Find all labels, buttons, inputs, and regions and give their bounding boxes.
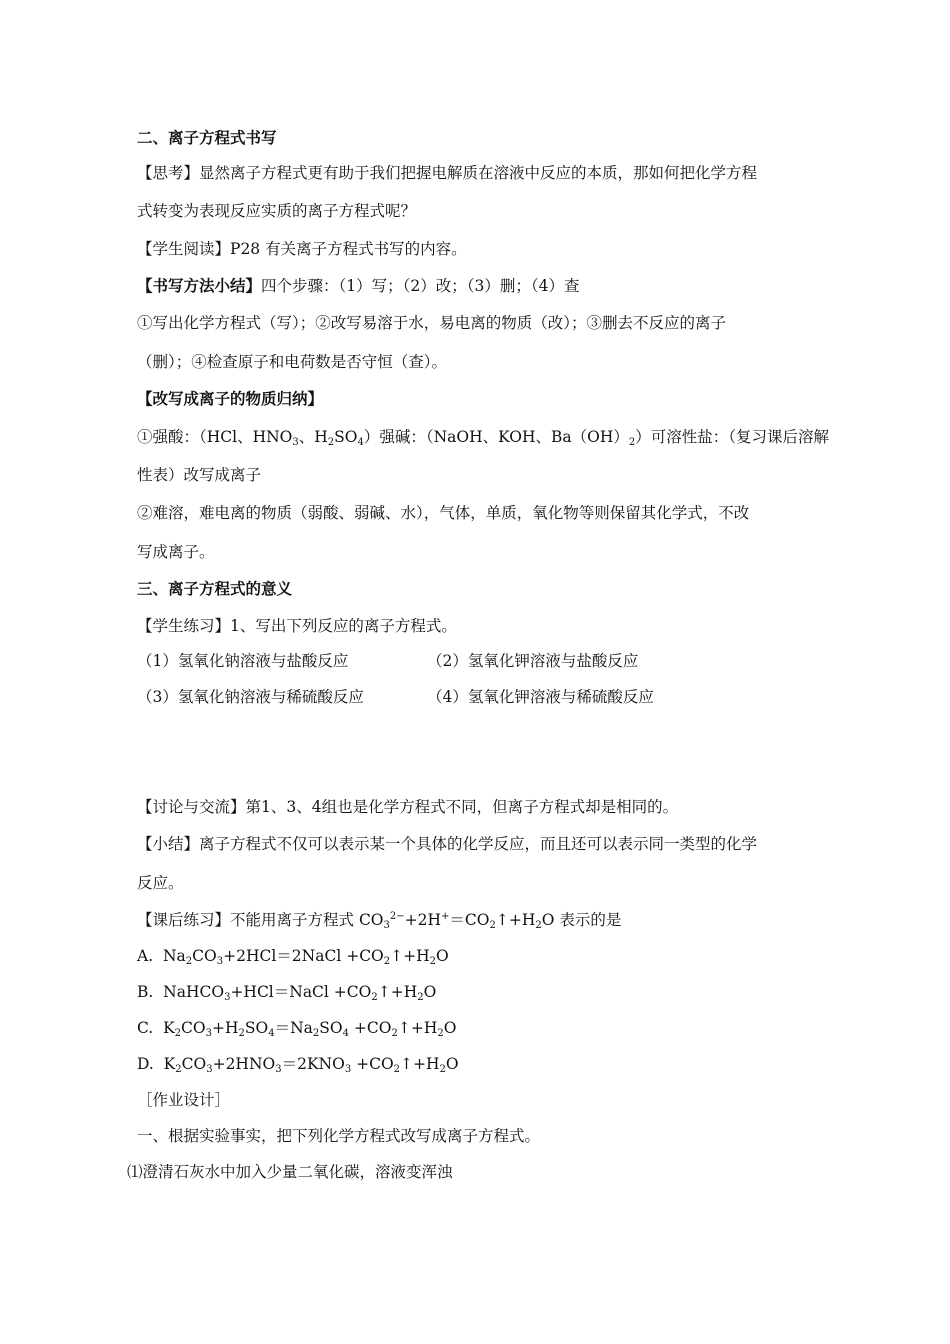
read-tag: 【学生阅读】 <box>137 240 231 258</box>
discuss-line: 【讨论与交流】第1、3、4组也是化学方程式不同，但离子方程式却是相同的。 <box>137 798 679 816</box>
weak-line1: ②难溶，难电离的物质（弱酸、弱碱、水），气体，单质，氧化物等则保留其化学式，不改 <box>137 504 750 522</box>
exercise-item: （4）氢氧化钾溶液与稀硫酸反应 <box>427 688 654 706</box>
practice-line: 【学生练习】1、写出下列反应的离子方程式。 <box>137 617 457 635</box>
option-b: B. NaHCO$_3$+HCl＝NaCl $+CO_2↑+H_2O$ <box>137 983 437 1003</box>
exercise-item: （3）氢氧化钠溶液与稀硫酸反应 <box>137 688 364 706</box>
method-tag: 【书写方法小结】 <box>137 276 262 295</box>
task1: 一、根据实验事实，把下列化学方程式改写成离子方程式。 <box>137 1127 541 1145</box>
practice-tag: 【学生练习】 <box>137 617 231 635</box>
discuss-tag: 【讨论与交流】 <box>137 798 246 816</box>
option-a: A. $Na_2CO_3+2HCl=2NaCl$ $+CO_2↑+H_2O$ <box>137 947 449 967</box>
summary-line2: 反应。 <box>137 874 184 892</box>
read-line: 【学生阅读】P28 有关离子方程式书写的内容。 <box>137 240 467 258</box>
section2-title: 二、离子方程式书写 <box>137 128 277 147</box>
think-line2: 式转变为表现反应实质的离子方程式呢？ <box>137 202 417 220</box>
exercise-item: （2）氢氧化钾溶液与盐酸反应 <box>427 652 639 670</box>
homework-tag: 【课后练习】 <box>137 911 231 929</box>
option-c: C. $K_2CO_3+H_2SO_4=Na_2SO_4$ $+CO_2↑+H_2O$ <box>137 1019 457 1039</box>
strong-line1: ①强酸：（HCl、$HNO_3$、$H_2SO_4$）强碱：（NaOH、KOH、$Ba(OH)_2$）可溶性盐：（复习课后溶解 <box>137 428 830 448</box>
homework-line: 【课后练习】不能用离子方程式 $CO_3^{2-}+2H^+=CO_2↑+H_2O$ 表示的是 <box>137 911 622 931</box>
summary-line1: 【小结】离子方程式不仅可以表示某一个具体的化学反应，而且还可以表示同一类型的化学 <box>137 835 758 853</box>
exercise-item: （1）氢氧化钠溶液与盐酸反应 <box>137 652 349 670</box>
think-line1: 【思考】显然离子方程式更有助于我们把握电解质在溶液中反应的本质，那如何把化学方程 <box>137 164 758 182</box>
steps-line2: （删）；④检查原子和电荷数是否守恒（查）。 <box>137 353 448 371</box>
exercise-row-1 <box>137 651 817 671</box>
method-line: 【书写方法小结】四个步骤：（1）写；（2）改；（3）删；（4）查 <box>137 276 580 295</box>
task1-item1: ⑴澄清石灰水中加入少量二氧化碳，溶液变浑浊 <box>127 1163 453 1181</box>
design-title: ［作业设计］ <box>137 1091 231 1109</box>
steps-line1: ①写出化学方程式（写）；②改写易溶于水，易电离的物质（改）；③删去不反应的离子 <box>137 314 727 332</box>
option-d: D. $K_2CO_3+2HNO_3=2KNO_3$ $+CO_2↑+H_2O$ <box>137 1055 459 1075</box>
rewrite-title: 【改写成离子的物质归纳】 <box>137 389 324 408</box>
section3-title: 三、离子方程式的意义 <box>137 579 293 598</box>
exercise-row-2 <box>137 687 817 707</box>
weak-line2: 写成离子。 <box>137 543 215 561</box>
think-tag: 【思考】 <box>137 164 200 182</box>
summary-tag: 【小结】 <box>137 835 200 853</box>
strong-line2: 性表）改写成离子 <box>137 466 262 484</box>
